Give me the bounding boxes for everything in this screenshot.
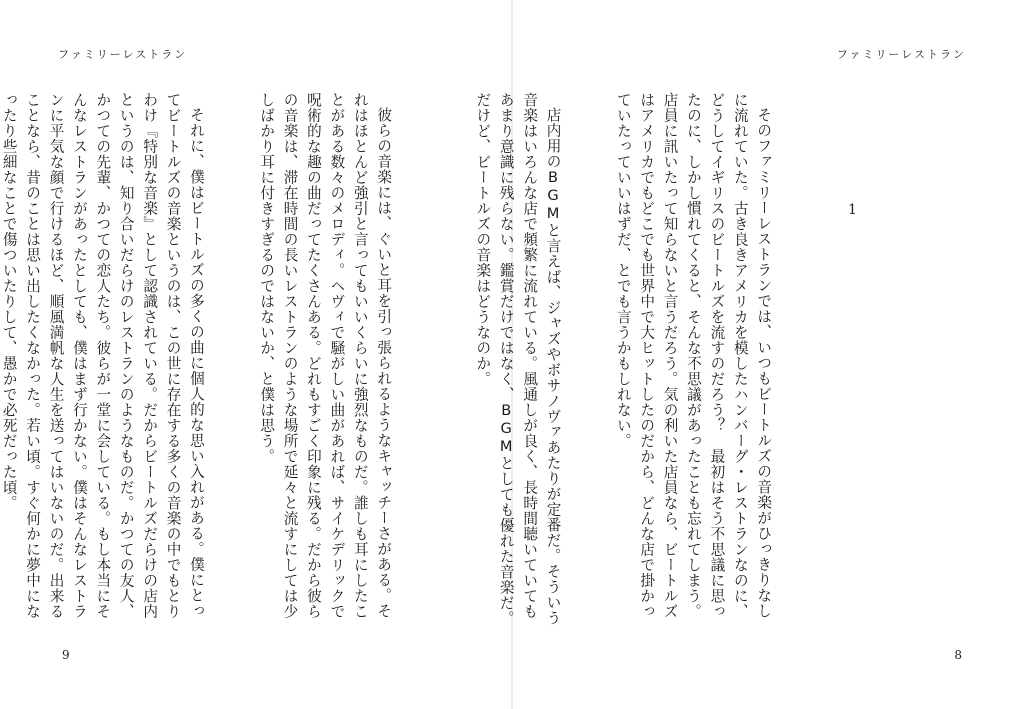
left-page-body bbox=[0, 92, 442, 632]
body-paragraph: そのファミリーレストランでは、いつもビートルズの音楽がひっきりなしに流れていた。古き良きアメリカを模したハンバーグ・レストランなのに、どうしてイギリスのビートルズを流すのだろう？ 最初はそう不思議に思ったのに、しかし慣れてくると、そんな不思議があったことも忘れてしまう。店員に訊いたって知らないと言うだろう。気の利いた店員なら、ビートルズはアメリカでもどこでも世界中で大ヒットしたのだから、どんな店で掛かっていたっていいはずだ、とでも言うかもしれない。 bbox=[614, 92, 773, 619]
body-paragraph: それに、僕はビートルズの多くの曲に個人的な思い入れがある。僕にとってビートルズの音楽というのは、この世に存在する多くの音楽の中でもとりわけ『特別な音楽』として認識されている。だからビートルズだらけの店内というのは、知り合いだらけのレストランのようなものだ。かつての友人、かつての先輩、かつての恋人たち。彼らが一堂に会している。もし本当にそんなレストランがあったとしても、僕はまず行かない。僕はそんなレストランに平気な顔で行けるほど、順風満帆な人生を送ってはいないのだ。出来ることなら、昔のことは思い出したくなかった。若い頃。すぐ何かに夢中になったり些細なことで傷ついたりして、愚かで必死だった頃。 bbox=[0, 92, 205, 619]
right-page bbox=[474, 0, 1024, 709]
running-head-left: ファミリーレストラン bbox=[58, 48, 188, 61]
page-number-right: 8 bbox=[954, 648, 962, 662]
right-page-body bbox=[474, 92, 822, 632]
page-number-left: 9 bbox=[62, 648, 70, 662]
body-paragraph: 店内用のBGMと言えば、ジャズやボサノヴァあたりが定番だ。そういう音楽はいろんな店で頻繁に流れている。風通しが良く、長時間聴いていてもあまり意識に残らない。鑑賞だけではなく、BGMとしても優れた音楽だ。だけど、ビートルズの音楽はどうなのか。 bbox=[474, 92, 562, 627]
chapter-number: 1 bbox=[848, 202, 857, 218]
running-head-right: ファミリーレストラン bbox=[836, 48, 966, 61]
body-paragraph: 彼らの音楽には、ぐいと耳を引っ張られるようなキャッチーさがある。それはほとんど強引と言ってもいいくらいに強烈なものだ。誰しも耳にしたことがある数々のメロディ。ヘヴィで騒がしい曲があれば、サイケデリックで呪術的な趣の曲だってたくさんある。どれもすごく印象に残る。だから彼らの音楽は、滞在時間の長いレストランのような場所で延々と流すにしては少しばかり耳に付きすぎるのではないか、と僕は思う。 bbox=[258, 92, 393, 619]
